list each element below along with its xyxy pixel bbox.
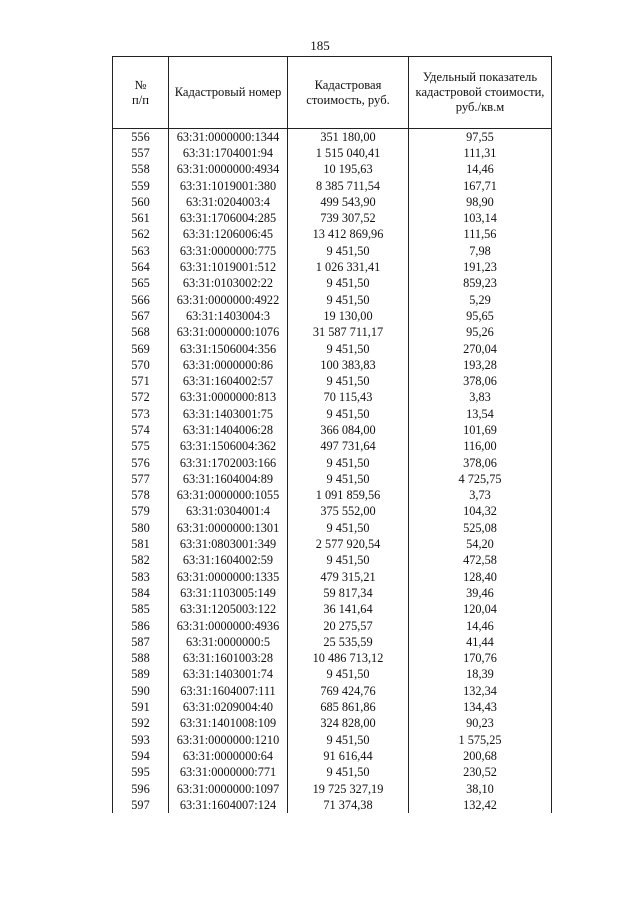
specific-indicator-cell: 3,83 [409, 390, 552, 406]
cadastral-number-cell: 63:31:0803001:349 [169, 536, 288, 552]
row-number-cell: 595 [113, 765, 169, 781]
table-row [113, 471, 552, 487]
row-number-cell: 574 [113, 422, 169, 438]
cadastral-number-cell: 63:31:1706004:285 [169, 210, 288, 226]
specific-indicator-cell: 14,46 [409, 162, 552, 178]
row-number-cell: 558 [113, 162, 169, 178]
header-number-sign: № [134, 77, 147, 92]
row-number-cell: 567 [113, 308, 169, 324]
specific-indicator-cell: 90,23 [409, 716, 552, 732]
specific-indicator-cell: 472,58 [409, 553, 552, 569]
row-number-cell: 591 [113, 699, 169, 715]
cadastral-number-cell: 63:31:0000000:1076 [169, 325, 288, 341]
cadastral-cost-cell: 91 616,44 [288, 748, 409, 764]
table-row [113, 357, 552, 373]
specific-indicator-cell: 167,71 [409, 178, 552, 194]
row-number-cell: 590 [113, 683, 169, 699]
specific-indicator-cell: 95,65 [409, 308, 552, 324]
cadastral-cost-cell: 9 451,50 [288, 406, 409, 422]
cadastral-number-cell: 63:31:0000000:1335 [169, 569, 288, 585]
cadastral-cost-cell: 9 451,50 [288, 667, 409, 683]
table-row [113, 194, 552, 210]
table-row [113, 553, 552, 569]
header-row [113, 57, 552, 129]
cadastral-number-cell: 63:31:0000000:813 [169, 390, 288, 406]
cadastral-cost-cell: 13 412 869,96 [288, 227, 409, 243]
table-row [113, 276, 552, 292]
table-row [113, 781, 552, 797]
cadastral-number-cell: 63:31:1604002:59 [169, 553, 288, 569]
cadastral-number-cell: 63:31:0304001:4 [169, 504, 288, 520]
cadastral-number-cell: 63:31:0000000:86 [169, 357, 288, 373]
cadastral-number-cell: 63:31:0000000:5 [169, 634, 288, 650]
cadastral-number-cell: 63:31:0000000:4934 [169, 162, 288, 178]
specific-indicator-cell: 3,73 [409, 488, 552, 504]
table-row [113, 634, 552, 650]
row-number-cell: 566 [113, 292, 169, 308]
cadastral-cost-cell: 9 451,50 [288, 373, 409, 389]
page-number: 185 [310, 38, 330, 53]
cadastral-cost-cell: 1 515 040,41 [288, 145, 409, 161]
cadastral-number-cell: 63:31:1206006:45 [169, 227, 288, 243]
table-row [113, 765, 552, 781]
specific-indicator-cell: 170,76 [409, 651, 552, 667]
cadastral-number-cell: 63:31:0000000:1301 [169, 520, 288, 536]
specific-indicator-cell: 1 575,25 [409, 732, 552, 748]
table-row [113, 520, 552, 536]
cadastral-cost-cell: 499 543,90 [288, 194, 409, 210]
table-row [113, 292, 552, 308]
specific-indicator-cell: 7,98 [409, 243, 552, 259]
table-row [113, 602, 552, 618]
cadastral-cost-cell: 9 451,50 [288, 553, 409, 569]
row-number-cell: 571 [113, 373, 169, 389]
specific-indicator-cell: 4 725,75 [409, 471, 552, 487]
cadastral-number-cell: 63:31:1604007:124 [169, 797, 288, 813]
cadastral-cost-cell: 9 451,50 [288, 765, 409, 781]
table-row [113, 308, 552, 324]
row-number-cell: 593 [113, 732, 169, 748]
row-number-cell: 578 [113, 488, 169, 504]
row-number-cell: 564 [113, 259, 169, 275]
cadastral-number-cell: 63:31:1506004:356 [169, 341, 288, 357]
cadastral-cost-cell: 71 374,38 [288, 797, 409, 813]
specific-indicator-cell: 132,34 [409, 683, 552, 699]
cadastral-cost-cell: 769 424,76 [288, 683, 409, 699]
table-row [113, 243, 552, 259]
cadastral-number-cell: 63:31:1702003:166 [169, 455, 288, 471]
cadastral-number-cell: 63:31:0000000:771 [169, 765, 288, 781]
cadastral-cost-cell: 1 091 859,56 [288, 488, 409, 504]
table-row [113, 439, 552, 455]
cadastral-cost-cell: 739 307,52 [288, 210, 409, 226]
specific-indicator-cell: 98,90 [409, 194, 552, 210]
table-row [113, 488, 552, 504]
row-number-cell: 587 [113, 634, 169, 650]
cadastral-cost-cell: 10 486 713,12 [288, 651, 409, 667]
row-number-cell: 561 [113, 210, 169, 226]
cadastral-number-cell: 63:31:1403001:74 [169, 667, 288, 683]
row-number-cell: 570 [113, 357, 169, 373]
cadastral-number-cell: 63:31:1401008:109 [169, 716, 288, 732]
row-number-cell: 560 [113, 194, 169, 210]
cadastral-cost-cell: 9 451,50 [288, 732, 409, 748]
cadastral-cost-cell: 8 385 711,54 [288, 178, 409, 194]
row-number-cell: 575 [113, 439, 169, 455]
cadastral-cost-cell: 2 577 920,54 [288, 536, 409, 552]
specific-indicator-cell: 97,55 [409, 129, 552, 146]
row-number-cell: 586 [113, 618, 169, 634]
cadastral-cost-cell: 70 115,43 [288, 390, 409, 406]
table-row [113, 699, 552, 715]
row-number-cell: 576 [113, 455, 169, 471]
table-header [113, 57, 552, 129]
cadastral-cost-table [112, 56, 552, 813]
cadastral-number-cell: 63:31:0000000:4936 [169, 618, 288, 634]
cadastral-cost-cell: 9 451,50 [288, 455, 409, 471]
cadastral-cost-cell: 9 451,50 [288, 276, 409, 292]
cadastral-cost-cell: 59 817,34 [288, 585, 409, 601]
table-row [113, 732, 552, 748]
cadastral-number-cell: 63:31:1601003:28 [169, 651, 288, 667]
cadastral-number-cell: 63:31:1604007:111 [169, 683, 288, 699]
cadastral-number-cell: 63:31:0000000:775 [169, 243, 288, 259]
specific-indicator-cell: 103,14 [409, 210, 552, 226]
cadastral-number-cell: 63:31:0000000:1344 [169, 129, 288, 146]
table-row [113, 455, 552, 471]
table-row [113, 683, 552, 699]
row-number-cell: 573 [113, 406, 169, 422]
specific-indicator-cell: 200,68 [409, 748, 552, 764]
table-row [113, 651, 552, 667]
header-cadastral-cost: Кадастровая стоимость, руб. [288, 57, 409, 129]
table-body [113, 129, 552, 814]
row-number-cell: 557 [113, 145, 169, 161]
table-row [113, 618, 552, 634]
cadastral-number-cell: 63:31:0209004:40 [169, 699, 288, 715]
cadastral-number-cell: 63:31:0000000:1055 [169, 488, 288, 504]
cadastral-cost-cell: 9 451,50 [288, 341, 409, 357]
cadastral-cost-cell: 1 026 331,41 [288, 259, 409, 275]
row-number-cell: 589 [113, 667, 169, 683]
specific-indicator-cell: 230,52 [409, 765, 552, 781]
row-number-cell: 580 [113, 520, 169, 536]
cadastral-cost-cell: 479 315,21 [288, 569, 409, 585]
table-row [113, 406, 552, 422]
specific-indicator-cell: 270,04 [409, 341, 552, 357]
table-row [113, 585, 552, 601]
header-row-number [113, 57, 169, 129]
table-row [113, 504, 552, 520]
cadastral-cost-cell: 324 828,00 [288, 716, 409, 732]
specific-indicator-cell: 132,42 [409, 797, 552, 813]
cadastral-cost-cell: 19 725 327,19 [288, 781, 409, 797]
cadastral-cost-cell: 20 275,57 [288, 618, 409, 634]
specific-indicator-cell: 5,29 [409, 292, 552, 308]
table-row [113, 536, 552, 552]
specific-indicator-cell: 128,40 [409, 569, 552, 585]
cadastral-number-cell: 63:31:1604004:89 [169, 471, 288, 487]
cadastral-cost-cell: 36 141,64 [288, 602, 409, 618]
table-row [113, 145, 552, 161]
specific-indicator-cell: 134,43 [409, 699, 552, 715]
specific-indicator-cell: 54,20 [409, 536, 552, 552]
table-row [113, 210, 552, 226]
table-row [113, 390, 552, 406]
cadastral-cost-cell: 366 084,00 [288, 422, 409, 438]
cadastral-cost-cell: 497 731,64 [288, 439, 409, 455]
cadastral-number-cell: 63:31:1704001:94 [169, 145, 288, 161]
table-row [113, 748, 552, 764]
specific-indicator-cell: 378,06 [409, 455, 552, 471]
cadastral-number-cell: 63:31:1403004:3 [169, 308, 288, 324]
table-row [113, 341, 552, 357]
row-number-cell: 584 [113, 585, 169, 601]
specific-indicator-cell: 111,56 [409, 227, 552, 243]
row-number-cell: 565 [113, 276, 169, 292]
row-number-cell: 582 [113, 553, 169, 569]
specific-indicator-cell: 111,31 [409, 145, 552, 161]
cadastral-cost-cell: 9 451,50 [288, 520, 409, 536]
specific-indicator-cell: 104,32 [409, 504, 552, 520]
cadastral-number-cell: 63:31:0000000:4922 [169, 292, 288, 308]
cadastral-number-cell: 63:31:0000000:1097 [169, 781, 288, 797]
cadastral-cost-cell: 9 451,50 [288, 292, 409, 308]
specific-indicator-cell: 38,10 [409, 781, 552, 797]
cadastral-number-cell: 63:31:1019001:380 [169, 178, 288, 194]
row-number-cell: 577 [113, 471, 169, 487]
table-row [113, 716, 552, 732]
row-number-cell: 585 [113, 602, 169, 618]
specific-indicator-cell: 859,23 [409, 276, 552, 292]
cadastral-cost-cell: 375 552,00 [288, 504, 409, 520]
specific-indicator-cell: 95,26 [409, 325, 552, 341]
table-row [113, 178, 552, 194]
table-row [113, 422, 552, 438]
table-row [113, 797, 552, 813]
header-number-abbr: п/п [132, 92, 149, 107]
table-row [113, 569, 552, 585]
header-cadastral-number: Кадастровый номер [169, 57, 288, 129]
row-number-cell: 568 [113, 325, 169, 341]
cadastral-cost-cell: 351 180,00 [288, 129, 409, 146]
specific-indicator-cell: 13,54 [409, 406, 552, 422]
table-row [113, 373, 552, 389]
row-number-cell: 569 [113, 341, 169, 357]
table-row [113, 259, 552, 275]
cadastral-cost-cell: 9 451,50 [288, 243, 409, 259]
table-row [113, 162, 552, 178]
row-number-cell: 563 [113, 243, 169, 259]
row-number-cell: 592 [113, 716, 169, 732]
cadastral-number-cell: 63:31:1205003:122 [169, 602, 288, 618]
header-specific-indicator: Удельный показатель кадастровой стоимости, руб./кв.м [409, 57, 552, 129]
specific-indicator-cell: 116,00 [409, 439, 552, 455]
specific-indicator-cell: 18,39 [409, 667, 552, 683]
row-number-cell: 583 [113, 569, 169, 585]
row-number-cell: 572 [113, 390, 169, 406]
specific-indicator-cell: 14,46 [409, 618, 552, 634]
row-number-cell: 556 [113, 129, 169, 146]
table-row [113, 325, 552, 341]
cadastral-cost-cell: 25 535,59 [288, 634, 409, 650]
row-number-cell: 594 [113, 748, 169, 764]
row-number-cell: 596 [113, 781, 169, 797]
cadastral-number-cell: 63:31:1404006:28 [169, 422, 288, 438]
cadastral-number-cell: 63:31:0103002:22 [169, 276, 288, 292]
cadastral-number-cell: 63:31:0204003:4 [169, 194, 288, 210]
specific-indicator-cell: 120,04 [409, 602, 552, 618]
cadastral-cost-cell: 685 861,86 [288, 699, 409, 715]
cadastral-cost-cell: 19 130,00 [288, 308, 409, 324]
cadastral-number-cell: 63:31:1403001:75 [169, 406, 288, 422]
row-number-cell: 559 [113, 178, 169, 194]
specific-indicator-cell: 101,69 [409, 422, 552, 438]
specific-indicator-cell: 39,46 [409, 585, 552, 601]
specific-indicator-cell: 378,06 [409, 373, 552, 389]
cadastral-number-cell: 63:31:1506004:362 [169, 439, 288, 455]
table-row [113, 667, 552, 683]
table-row [113, 129, 552, 146]
cadastral-cost-cell: 10 195,63 [288, 162, 409, 178]
row-number-cell: 562 [113, 227, 169, 243]
cadastral-cost-cell: 31 587 711,17 [288, 325, 409, 341]
specific-indicator-cell: 191,23 [409, 259, 552, 275]
cadastral-number-cell: 63:31:0000000:1210 [169, 732, 288, 748]
specific-indicator-cell: 525,08 [409, 520, 552, 536]
cadastral-number-cell: 63:31:1019001:512 [169, 259, 288, 275]
specific-indicator-cell: 193,28 [409, 357, 552, 373]
cadastral-cost-cell: 100 383,83 [288, 357, 409, 373]
cadastral-cost-cell: 9 451,50 [288, 471, 409, 487]
specific-indicator-cell: 41,44 [409, 634, 552, 650]
row-number-cell: 581 [113, 536, 169, 552]
row-number-cell: 579 [113, 504, 169, 520]
cadastral-number-cell: 63:31:0000000:64 [169, 748, 288, 764]
row-number-cell: 597 [113, 797, 169, 813]
cadastral-number-cell: 63:31:1604002:57 [169, 373, 288, 389]
row-number-cell: 588 [113, 651, 169, 667]
cadastral-number-cell: 63:31:1103005:149 [169, 585, 288, 601]
table-row [113, 227, 552, 243]
